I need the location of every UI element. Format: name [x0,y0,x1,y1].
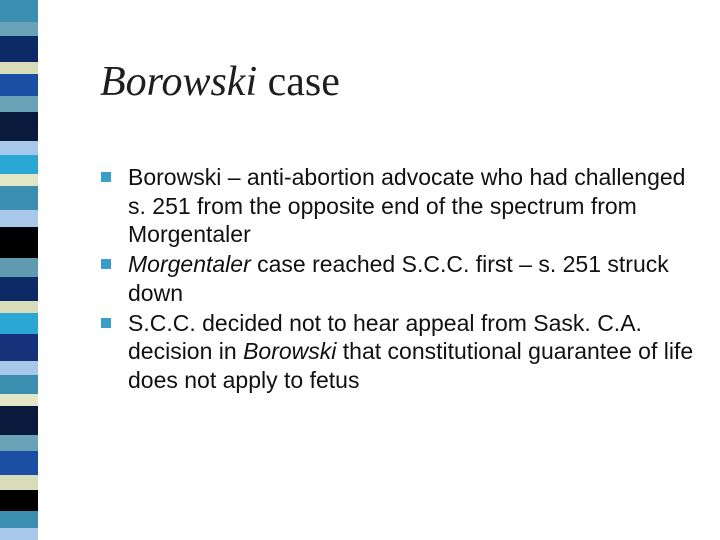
bullet-text-italic: Borowski [243,338,337,364]
bullet-text: Borowski – anti-abortion advocate who had challenged s. 251 from the opposite end of the spectrum from Morgentaler [128,164,686,247]
decorative-stripe [0,490,38,512]
decorative-stripe [0,361,38,375]
square-bullet-icon [101,318,111,328]
decorative-stripe [0,22,38,36]
square-bullet-icon [101,172,111,182]
slide-title-italic: Borowski [100,59,258,105]
decorative-stripe [0,475,38,489]
decorative-stripe [0,96,38,113]
decorative-stripe [0,210,38,227]
decorative-stripe [0,186,38,210]
decorative-stripe [0,62,38,74]
decorative-stripe [0,334,38,360]
decorative-stripe [0,435,38,452]
bullet-text: S.C.C. decided not to hear appeal from Sask. C.A. decision in [128,309,642,364]
square-bullet-icon [101,259,111,269]
decorative-stripe [0,141,38,155]
decorative-stripe [0,36,38,62]
bullet-list [98,163,698,396]
decorative-stripe [0,313,38,335]
slide-title [100,58,340,106]
slide-title-plain: case [257,59,340,105]
decorative-stripe [0,174,38,186]
decorative-stripe [0,375,38,394]
decorative-stripe [0,0,38,22]
decorative-stripe-column [0,0,38,540]
decorative-stripe [0,155,38,174]
decorative-stripe [0,301,38,313]
decorative-stripe [0,112,38,141]
bullet-text-italic: Morgentaler [128,251,251,277]
decorative-stripe [0,227,38,258]
bullet-item [98,250,698,307]
decorative-stripe [0,74,38,96]
decorative-stripe [0,528,38,540]
decorative-stripe [0,258,38,277]
bullet-item [98,163,698,249]
bullet-text: case reached S.C.C. first – s. 251 struck down [128,251,669,306]
decorative-stripe [0,394,38,406]
decorative-stripe [0,511,38,528]
bullet-item [98,309,698,395]
bullet-text: that constitutional guarantee of life does not apply to fetus [128,338,694,393]
decorative-stripe [0,406,38,435]
decorative-stripe [0,277,38,301]
decorative-stripe [0,451,38,475]
